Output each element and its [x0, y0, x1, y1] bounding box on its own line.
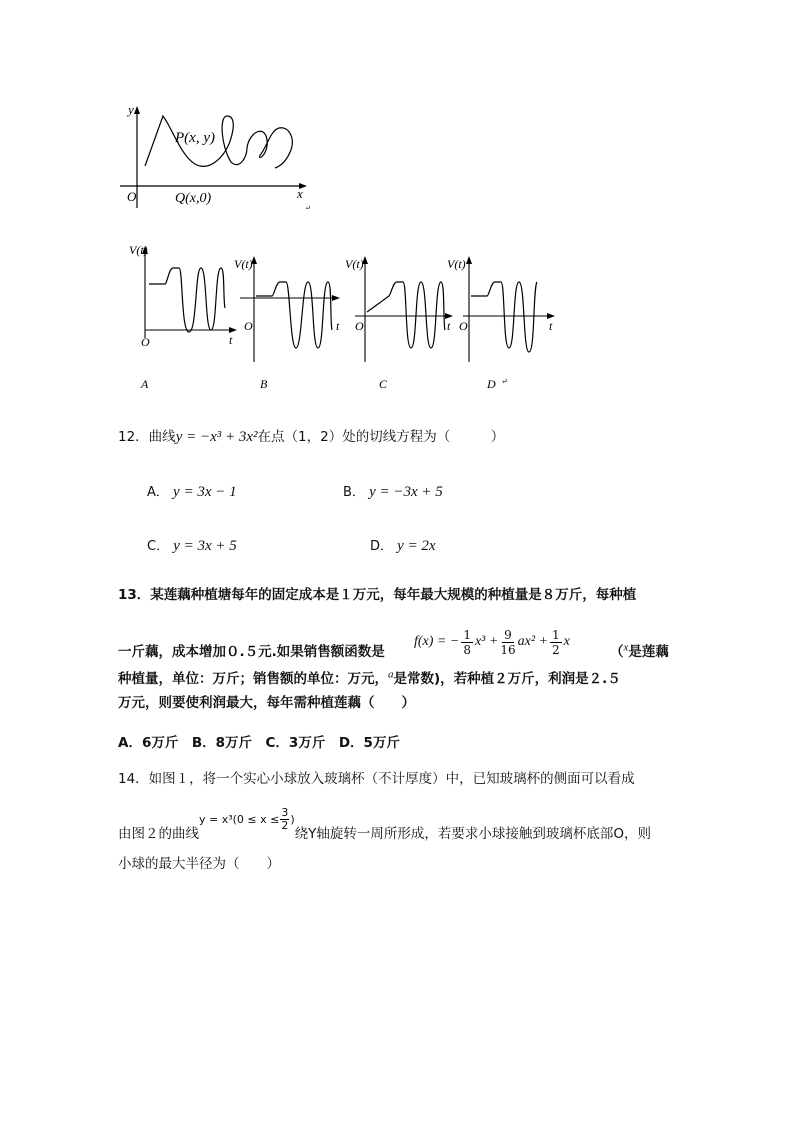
q13-frac1 — [461, 628, 473, 657]
return-mark: ↵ — [501, 377, 508, 386]
q13-line3-b: 是常数)，若种植２万斤，利润是２.５ — [393, 671, 621, 687]
v-axis-arrow — [466, 256, 472, 264]
q13-frac3-den: 2 — [551, 642, 560, 657]
q12-suffix: 在点（1，2）处的切线方程为（ ） — [257, 429, 505, 445]
q13-frac3-num: 1 — [551, 627, 560, 642]
origin-label: O — [127, 189, 137, 204]
q12-option-c-value: y = 3x + 5 — [173, 538, 237, 554]
q12-option-b-letter: B． — [343, 485, 365, 500]
graph-option-d — [445, 252, 565, 400]
curve-path — [145, 116, 292, 168]
graph-a-curve — [149, 268, 225, 332]
q12-option-d-letter: D． — [370, 539, 394, 554]
q13-line3-var: a — [388, 668, 394, 681]
q13-term3: x — [563, 634, 570, 649]
q14-line1: 14．如图１，将一个实心小球放入玻璃杯（不计厚度）中，已知玻璃杯的侧面可以看成 — [118, 771, 635, 787]
axis-v-label: V(t) — [129, 243, 148, 257]
q13-term1: x³ + — [474, 634, 499, 649]
axis-v-label: V(t) — [234, 257, 253, 271]
q12-option-d[interactable] — [370, 535, 436, 555]
origin-label: O — [459, 319, 468, 333]
axis-t-label: t — [229, 333, 233, 347]
t-axis-arrow — [332, 295, 340, 301]
graph-option-b — [232, 252, 352, 400]
q12-option-c-letter: C． — [147, 539, 170, 554]
q13-frac2 — [500, 628, 515, 657]
option-label-d: D — [487, 377, 496, 391]
q13-tail-var: x — [623, 641, 629, 654]
q12-option-d-value: y = 2x — [397, 538, 436, 554]
q14-curve-frac-den: 2 — [281, 819, 289, 832]
axis-t-label: t — [549, 319, 553, 333]
q14-curve-close: ) — [290, 813, 295, 826]
x-label: x — [297, 186, 303, 201]
q13-function — [414, 620, 570, 664]
q13-options[interactable]: A．6万斤 B．8万斤 C．3万斤 D．5万斤 — [118, 735, 400, 751]
q14-line3: 小球的最大半径为（ ） — [118, 856, 280, 872]
q13-func-lhs: f(x) = − — [414, 634, 460, 649]
axis-t-label: t — [336, 319, 340, 333]
point-q-label: Q(x,0) — [175, 191, 212, 206]
q13-line2: 一斤藕，成本增加０.５元.如果销售额函数是 — [118, 644, 385, 660]
axis-v-label: V(t) — [447, 257, 466, 271]
q13-tail-text: 是莲藕 — [628, 644, 669, 660]
q13-line3 — [118, 667, 621, 687]
q12-option-c[interactable] — [147, 535, 237, 555]
q12-prefix: 12．曲线 — [118, 429, 176, 445]
option-label-c: C — [379, 377, 388, 391]
q14-curve-frac-num: 3 — [281, 806, 289, 819]
origin-label: O — [141, 335, 150, 349]
option-label-a: A — [141, 377, 149, 391]
q13-frac2-den: 16 — [500, 642, 516, 657]
q12-equation: y = −x³ + 3x² — [175, 429, 258, 445]
q14-curve-frac — [280, 807, 289, 832]
y-label: y — [128, 102, 134, 117]
q12-option-a-value: y = 3x − 1 — [173, 484, 237, 500]
axis-v-label: V(t) — [345, 257, 364, 271]
figure-curve-pq — [115, 98, 325, 213]
graph-b-curve — [256, 282, 332, 348]
q13-term2: ax² + — [517, 634, 548, 649]
q13-line2-tail — [610, 640, 669, 660]
q12-option-b-value: y = −3x + 5 — [369, 484, 443, 500]
origin-label: O — [244, 319, 253, 333]
q13-tail-open: （ — [610, 644, 624, 660]
q13-frac1-num: 1 — [463, 627, 471, 642]
q12-option-a-letter: A． — [147, 485, 169, 500]
graph-option-a — [125, 240, 240, 400]
point-p-label: P(x, y) — [175, 130, 215, 146]
y-axis-arrow — [134, 106, 140, 114]
q13-line4: 万元，则要使利润最大，每年需种植莲藕（ ） — [118, 695, 415, 711]
q13-frac2-num: 9 — [504, 627, 512, 642]
axis-t-label: t — [447, 319, 451, 333]
return-mark: ↵ — [305, 204, 311, 212]
q14-curve: y = x³(0 ≤ x ≤ — [199, 813, 280, 826]
option-label-b: B — [260, 377, 268, 391]
q13-frac1-den: 8 — [463, 642, 471, 657]
q12-option-a[interactable] — [147, 481, 237, 501]
q13-line1: 13．某莲藕种植塘每年的固定成本是１万元，每年最大规模的种植量是８万斤，每种植 — [118, 587, 637, 603]
q14-line2-b: 绕Y轴旋转一周所形成，若要求小球接触到玻璃杯底部O，则 — [294, 826, 652, 842]
graph-c-curve — [367, 282, 445, 348]
graph-d-curve — [471, 282, 537, 352]
q14-curve-formula — [199, 807, 295, 832]
q14-line2 — [118, 794, 651, 844]
q12-stem — [118, 425, 504, 446]
q14-line2-a: 由图２的曲线 — [118, 826, 199, 842]
origin-label: O — [355, 319, 364, 333]
q13-frac3 — [550, 628, 562, 657]
q13-line3-a: 种植量，单位：万斤；销售额的单位：万元， — [118, 671, 388, 687]
q12-option-b[interactable] — [343, 481, 443, 501]
